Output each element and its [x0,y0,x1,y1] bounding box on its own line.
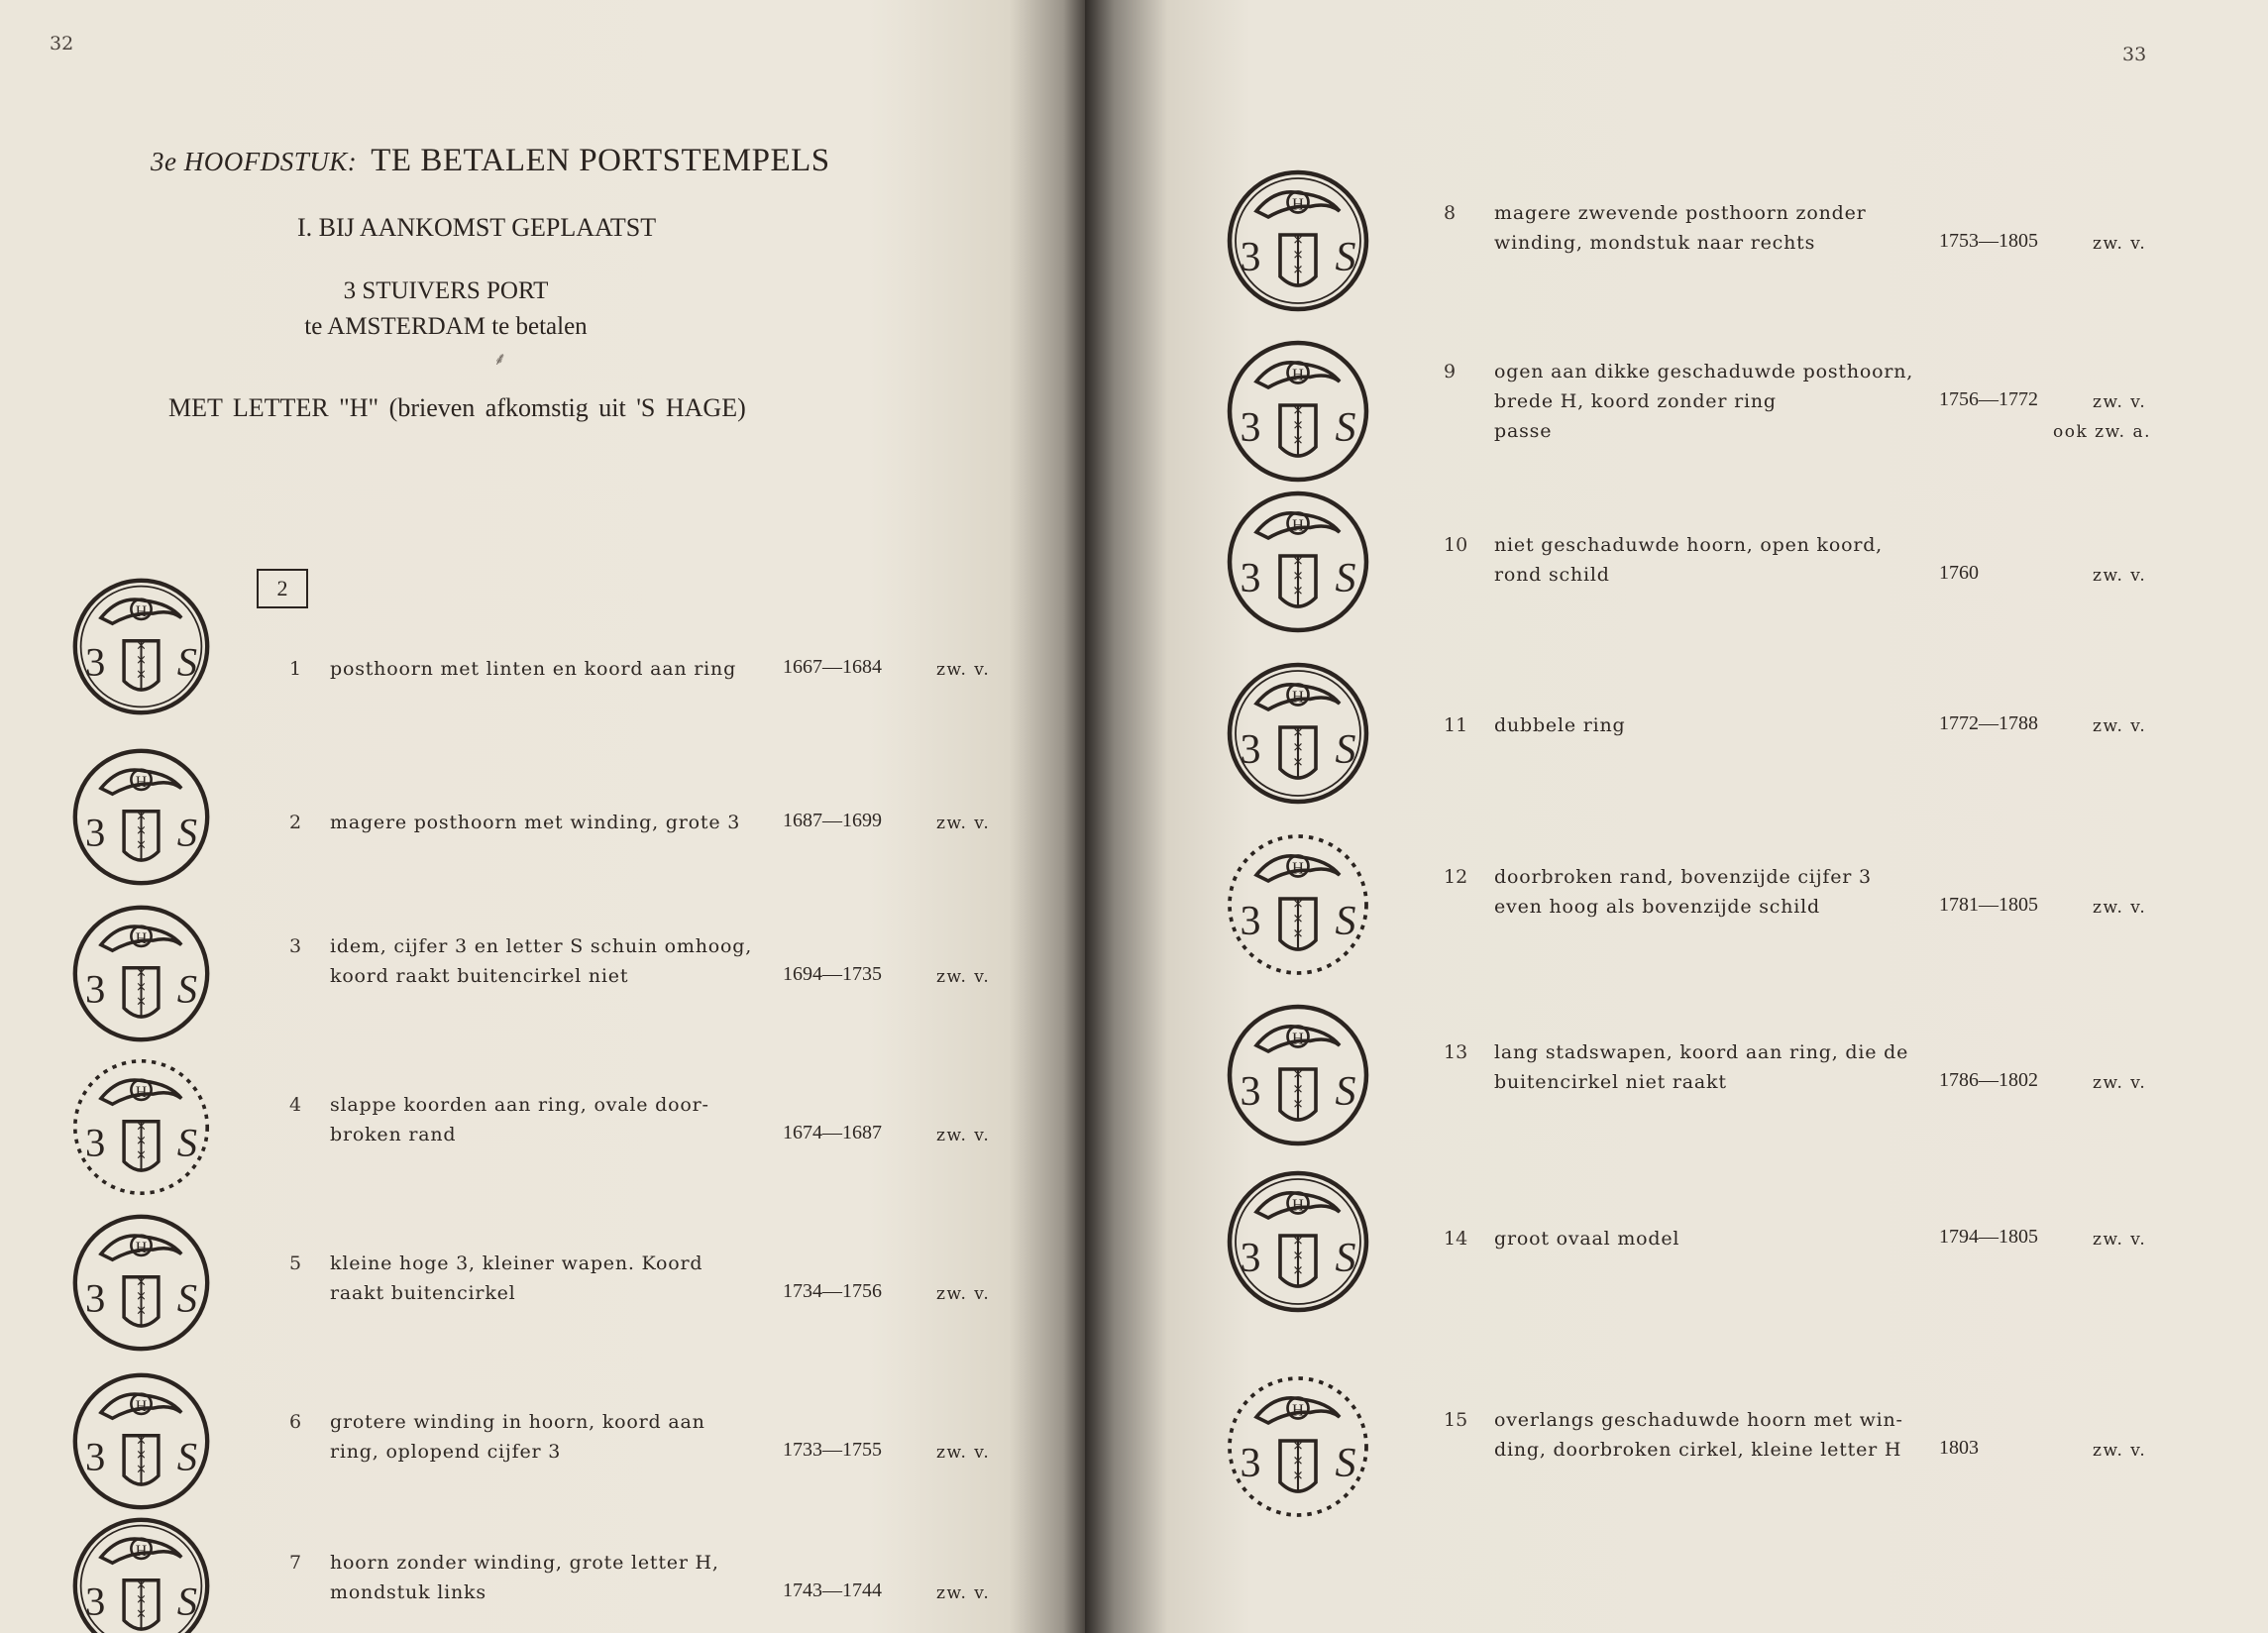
entry-description-line: grotere winding in hoorn, koord aan [330,1411,705,1433]
stamp-image [1224,337,1372,486]
post-stamp-icon [69,1369,213,1513]
stamp-letter-h: H [1292,194,1304,214]
entry-years: 1781—1805 [1939,894,2038,916]
entry-number: 3 [289,935,302,957]
post-stamp-icon [69,1211,213,1355]
shield-cross: × [1292,1248,1304,1263]
entry-number: 10 [1444,534,1468,556]
entry-number: 9 [1444,361,1457,382]
stamp-letter-s: S [1335,405,1356,451]
stamp-image [69,575,213,718]
stamp-digit-3: 3 [84,639,106,685]
stamp-letter-s: S [176,1275,198,1321]
entry-description-line: brede H, koord zonder ring [1494,390,1777,412]
shield-cross: × [1292,583,1304,599]
shield-cross: × [136,1462,147,1477]
entry-condition: zw. v. [2093,898,2147,918]
entry-number: 11 [1444,714,1468,736]
entry-description-line: niet geschaduwde hoorn, open koord, [1494,534,1884,556]
stamp-image [69,1055,213,1199]
shield-cross: × [136,1303,147,1319]
stamp-letter-s: S [1335,727,1356,773]
post-stamp-icon [69,1055,213,1199]
stamp-digit-3: 3 [84,966,106,1012]
entry-condition: zw. v. [2093,1073,2147,1093]
subheading-letter: MET LETTER "H" (brieven afkomstig uit 'S HAGE) [168,393,746,422]
stamp-letter-h: H [1292,858,1304,878]
stamp-digit-3: 3 [1240,1236,1261,1281]
shield-cross: × [136,837,147,853]
entry-number: 12 [1444,866,1468,888]
shield-cross: × [1292,1438,1304,1454]
stamp-letter-h: H [1292,687,1304,707]
entry-description-line: dubbele ring [1494,714,1626,736]
entry-condition: zw. v. [936,1583,991,1603]
entry-condition: zw. v. [2093,716,2147,736]
post-stamp-icon [1224,1167,1372,1316]
page-number: 32 [50,33,74,54]
shield-cross: × [1292,754,1304,770]
shield-cross: × [136,1591,147,1607]
chapter-title: TE BETALEN PORTSTEMPELS [371,143,830,178]
stamp-digit-3: 3 [1240,1069,1261,1115]
stamp-letter-s: S [176,1120,198,1165]
entry-years: 1753—1805 [1939,230,2038,252]
stamp-letter-h: H [135,603,148,621]
shield-cross: × [136,1447,147,1463]
entry-number: 7 [289,1552,302,1574]
stamp-digit-3: 3 [1240,727,1261,773]
left-page [0,0,1085,1633]
stamp-letter-s: S [176,639,198,685]
shield-cross: × [1292,724,1304,740]
entry-condition: zw. v. [2093,566,2147,586]
entry-number: 6 [289,1411,302,1433]
stamp-letter-s: S [1335,899,1356,944]
shield-cross: × [136,965,147,981]
entry-description-line: koord raakt buitencirkel niet [330,965,629,987]
entry-description-line: ring, oplopend cijfer 3 [330,1441,562,1463]
entry-condition: zw. v. [936,814,991,833]
entry-years: 1760 [1939,562,1979,584]
stamp-letter-h: H [135,1543,148,1561]
stamp-digit-3: 3 [1240,556,1261,601]
entry-number: 13 [1444,1041,1468,1063]
shield-cross: × [136,809,147,824]
entry-description-line: magere zwevende posthoorn zonder [1494,202,1867,224]
stamp-digit-3: 3 [1240,405,1261,451]
entry-description-line: rond schild [1494,564,1610,586]
entry-condition: zw. v. [2093,234,2147,254]
shield-cross: × [1292,568,1304,584]
stamp-image [1224,488,1372,636]
subheading-port: 3 STUIVERS PORT [343,277,549,304]
stamp-digit-3: 3 [1240,235,1261,280]
ornament: ⸙ [493,349,507,370]
entry-years: 1743—1744 [783,1579,882,1601]
stamp-letter-s: S [1335,235,1356,280]
post-stamp-icon [69,902,213,1045]
shield-cross: × [136,1288,147,1304]
stamp-image [1224,1001,1372,1149]
shield-cross: × [1292,553,1304,569]
entry-description-line: ogen aan dikke geschaduwde posthoorn, [1494,361,1914,382]
entry-description-line: even hoog als bovenzijde schild [1494,896,1820,918]
shield-cross: × [1292,417,1304,433]
shield-cross: × [1292,739,1304,755]
post-stamp-icon [1224,659,1372,808]
stamp-image [1224,830,1372,979]
entry-condition: zw. v. [2093,392,2147,412]
entry-description-line: winding, mondstuk naar rechts [1494,232,1816,254]
shield-cross: × [136,667,147,683]
shield-cross: × [136,1147,147,1163]
entry-description-line: groot ovaal model [1494,1228,1680,1250]
shield-cross: × [136,1274,147,1290]
stamp-digit-3: 3 [1240,899,1261,944]
post-stamp-icon [69,745,213,889]
entry-condition: zw. v. [2093,1441,2147,1461]
entry-description-line: posthoorn met linten en koord aan ring [330,658,737,680]
entry-years: 1733—1755 [783,1439,882,1461]
stamp-image [1224,659,1372,808]
post-stamp-icon [69,1514,213,1633]
stamp-image [69,1514,213,1633]
shield-cross: × [1292,1081,1304,1097]
stamp-letter-s: S [176,1434,198,1479]
stamp-image [69,745,213,889]
entry-years: 1803 [1939,1437,1979,1459]
stamp-digit-3: 3 [84,810,106,855]
entry-number: 5 [289,1252,302,1274]
shield-cross: × [136,1578,147,1593]
entry-condition: zw. v. [2093,1230,2147,1250]
post-stamp-icon [1224,337,1372,486]
entry-years: 1734—1756 [783,1280,882,1302]
entry-years: 1674—1687 [783,1122,882,1143]
stamp-image [1224,1167,1372,1316]
stamp-digit-3: 3 [84,1434,106,1479]
stamp-letter-h: H [1292,515,1304,535]
entry-number: 8 [1444,202,1457,224]
shield-cross: × [1292,925,1304,941]
stamp-letter-s: S [1335,1069,1356,1115]
entry-description-line: hoorn zonder winding, grote letter H, [330,1552,719,1574]
stamp-image [69,1369,213,1513]
stamp-digit-3: 3 [84,1120,106,1165]
shield-cross: × [136,1433,147,1449]
entry-description-line: slappe koorden aan ring, ovale door- [330,1094,709,1116]
entry-number: 15 [1444,1409,1468,1431]
stamp-letter-s: S [176,1579,198,1624]
stamp-letter-h: H [135,1398,148,1416]
shield-cross: × [136,1606,147,1622]
shield-cross: × [1292,232,1304,248]
entry-description-line: broken rand [330,1124,457,1145]
entry-description-line: overlangs geschaduwde hoorn met win- [1494,1409,1903,1431]
shield-cross: × [136,994,147,1010]
stamp-letter-h: H [1292,365,1304,384]
stamp-letter-h: H [135,1084,148,1102]
shield-cross: × [1292,1468,1304,1483]
shield-cross: × [1292,1233,1304,1249]
stamp-digit-3: 3 [84,1275,106,1321]
entry-description-line: mondstuk links [330,1581,486,1603]
shield-cross: × [1292,432,1304,448]
entry-description-line: doorbroken rand, bovenzijde cijfer 3 [1494,866,1872,888]
shield-cross: × [1292,1262,1304,1278]
entry-years: 1772—1788 [1939,712,2038,734]
entry-description-line: idem, cijfer 3 en letter S schuin omhoog, [330,935,753,957]
entry-description-line: lang stadswapen, koord aan ring, die de [1494,1041,1909,1063]
entry-description-line: buitencirkel niet raakt [1494,1071,1727,1093]
stamp-letter-s: S [176,810,198,855]
entry-years: 1667—1684 [783,656,882,678]
shield-cross: × [1292,896,1304,912]
entry-years: 1687—1699 [783,810,882,831]
stamp-letter-h: H [135,1240,148,1257]
shield-cross: × [1292,247,1304,263]
entry-number: 1 [289,658,302,680]
shield-cross: × [136,1133,147,1148]
shield-cross: × [1292,1066,1304,1082]
entry-number: 4 [289,1094,302,1116]
post-stamp-icon [1224,166,1372,315]
shield-cross: × [1292,1453,1304,1469]
entry-condition: zw. v. [936,1284,991,1304]
entry-condition: zw. v. [936,967,991,987]
stamp-letter-h: H [1292,1195,1304,1215]
chapter-heading [151,143,830,179]
entry-condition: zw. v. [936,1126,991,1145]
post-stamp-icon [69,575,213,718]
shield-cross: × [1292,262,1304,277]
right-page [1085,0,2268,1633]
entry-description-line: magere posthoorn met winding, grote 3 [330,812,741,833]
shield-cross: × [136,979,147,995]
shield-cross: × [1292,402,1304,418]
stamp-letter-s: S [1335,556,1356,601]
post-stamp-icon [1224,1372,1372,1521]
stamp-letter-s: S [176,966,198,1012]
stamp-letter-h: H [1292,1400,1304,1420]
post-stamp-icon [1224,1001,1372,1149]
entry-years: 1786—1802 [1939,1069,2038,1091]
entry-description-line: kleine hoge 3, kleiner wapen. Koord [330,1252,703,1274]
entry-years: 1794—1805 [1939,1226,2038,1248]
stamp-letter-s: S [1335,1236,1356,1281]
section-heading: I. BIJ AANKOMST GEPLAATST [297,213,657,242]
entry-years: 1756—1772 [1939,388,2038,410]
stamp-letter-h: H [1292,1029,1304,1048]
entry-years: 1694—1735 [783,963,882,985]
shield-cross: × [136,652,147,668]
stamp-letter-h: H [135,930,148,948]
stamp-image [1224,166,1372,315]
shield-cross: × [136,822,147,838]
entry-condition: zw. v. [936,1443,991,1463]
stamp-image [1224,1372,1372,1521]
shield-cross: × [136,1119,147,1135]
entry-description-line: ding, doorbroken cirkel, kleine letter H [1494,1439,1902,1461]
stamp-image [69,1211,213,1355]
entry-condition: zw. v. [936,660,991,680]
shield-cross: × [1292,911,1304,926]
entry-number: 14 [1444,1228,1468,1250]
entry-condition-extra: ook zw. a. [2053,422,2152,442]
plate-number: 2 [257,569,308,608]
stamp-image [69,902,213,1045]
entry-description-line: raakt buitencirkel [330,1282,516,1304]
stamp-letter-s: S [1335,1441,1356,1486]
entry-number: 2 [289,812,302,833]
post-stamp-icon [1224,488,1372,636]
stamp-letter-h: H [135,774,148,792]
entry-description-line: passe [1494,420,1553,442]
stamp-digit-3: 3 [84,1579,106,1624]
shield-cross: × [136,638,147,654]
subheading-location: te AMSTERDAM te betalen [304,313,588,340]
chapter-prefix: 3e HOOFDSTUK: [151,147,358,176]
shield-cross: × [1292,1096,1304,1112]
page-number: 33 [2122,44,2147,65]
stamp-digit-3: 3 [1240,1441,1261,1486]
post-stamp-icon [1224,830,1372,979]
